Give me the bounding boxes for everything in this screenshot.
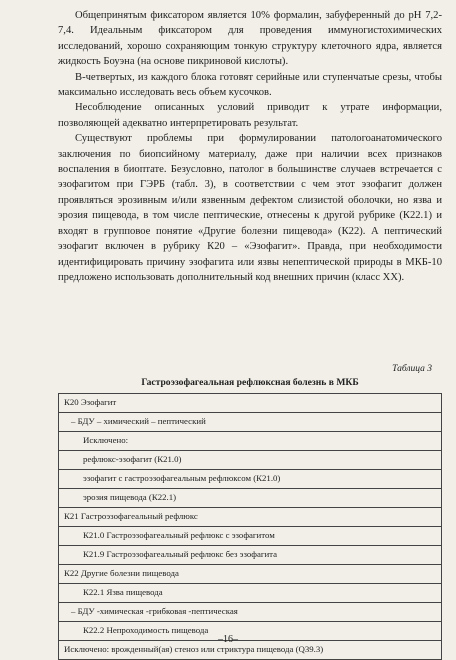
- table-row: [59, 546, 442, 565]
- table-cell: Исключено: врожденный(ая) стеноз или стриктура пищевода (Q39.3): [59, 641, 442, 660]
- page-number: –16–: [218, 634, 238, 645]
- table-row: [59, 565, 442, 584]
- table-caption: Гастроэзофагеальная рефлюксная болезнь в МКБ: [141, 377, 359, 388]
- paragraph: Несоблюдение описанных условий приводит к утрате информации, позволяющей адекватно интерпретировать результат.: [58, 102, 442, 129]
- table-row: [59, 413, 442, 432]
- table-row: [59, 470, 442, 489]
- table-cell: К22 Другие болезни пищевода: [59, 565, 442, 584]
- table-cell: рефлюкс-эзофагит (К21.0): [59, 451, 442, 470]
- paragraph: Общепринятым фиксатором является 10% формалин, забуференный до pH 7,2-7,4. Идеальным фиксатором для проведения иммуногистохимических исследований, хорошо сохраняющим тонкую структуру клеточного ядра, является жидкость Боуэна (на основе пикриновой кислоты).: [58, 10, 442, 68]
- table-row: [59, 508, 442, 527]
- table-row: [59, 603, 442, 622]
- table-cell: К21.9 Гастроэзофагеальный рефлюкс без эзофагита: [59, 546, 442, 565]
- table-cell: К21 Гастроэзофагеальный рефлюкс: [59, 508, 442, 527]
- table-cell: Исключено:: [59, 432, 442, 451]
- table-row: [59, 432, 442, 451]
- table-row: [59, 527, 442, 546]
- table-cell: – БДУ – химический – пептический: [59, 413, 442, 432]
- table-cell: К21.0 Гастроэзофагеальный рефлюкс с эзофагитом: [59, 527, 442, 546]
- icd-table: [58, 393, 442, 660]
- table-cell: – БДУ -химическая -грибковая -пептическая: [59, 603, 442, 622]
- table-row: [59, 584, 442, 603]
- table-cell: К22.2 Непроходимость пищевода: [59, 622, 442, 641]
- table-cell: эзофагит с гастроэзофагеальным рефлюксом (К21.0): [59, 470, 442, 489]
- body-text: [58, 8, 442, 285]
- paragraph: В-четвертых, из каждого блока готовят серийные или ступенчатые срезы, чтобы максимально исследовать весь объем кусочков.: [58, 71, 442, 99]
- table-row: [59, 451, 442, 470]
- table-cell: К22.1 Язва пищевода: [59, 584, 442, 603]
- table-cell: К20 Эзофагит: [59, 394, 442, 413]
- table-row: [59, 489, 442, 508]
- paragraph: Существуют проблемы при формулировании патологоанатомического заключения по биопсийному материалу, даже при наличии всех признаков воспаления в биоптате. Безусловно, патолог в большинстве случаев встречается с эзофагитом при ГЭРБ (табл. 3), в соответствии с чем этот эзофагит должен проявляться эрозивным и/или язвенным дефектом слизистой оболочки, но язва и эрозия пищевода, в том числе пептические, отнесены к другой рубрике (К22.1) и входят в групповое понятие «Другие болезни пищевода» (К22). А пептический эзофагит включен в рубрику К20 – «Эзофагит». Правда, при необходимости идентифицировать причину эзофагита или язвы непептической природы в МКБ-10 предложено использовать дополнительный код внешних причин (класс XX).: [58, 133, 442, 283]
- table-cell: эрозия пищевода (К22.1): [59, 489, 442, 508]
- table-row: [59, 394, 442, 413]
- table-number: Таблица 3: [392, 364, 432, 374]
